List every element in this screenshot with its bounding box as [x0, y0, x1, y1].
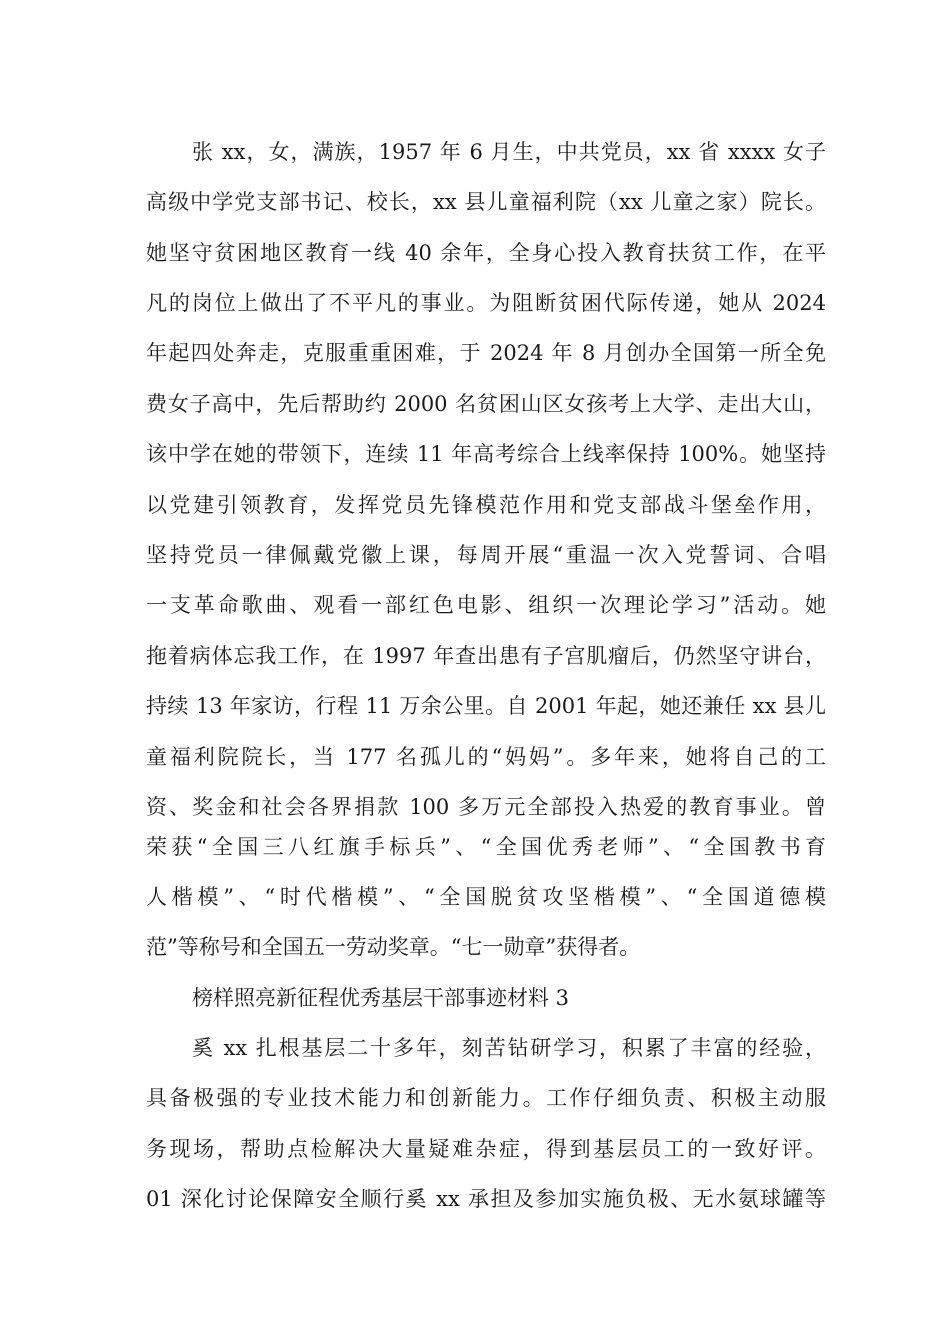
paragraph-1-line-11: 拖着病体忘我工作，在 1997 年查出患有子宫肌瘤后，仍然坚守讲台，	[146, 644, 826, 668]
paragraph-1-line-3: 她坚守贫困地区教育一线 40 余年，全身心投入教育扶贫工作，在平	[146, 241, 826, 265]
paragraph-1-line-1: 张 xx，女，满族，1957 年 6 月生，中共党员，xx 省 xxxx 女子	[192, 140, 826, 164]
paragraph-1-line-10: 一支革命歌曲、观看一部红色电影、组织一次理论学习”活动。她	[146, 593, 826, 617]
paragraph-2-line-2: 具备极强的专业技术能力和创新能力。工作仔细负责、积极主动服	[146, 1086, 826, 1110]
paragraph-2-line-3: 务现场，帮助点检解决大量疑难杂症，得到基层员工的一致好评。	[146, 1137, 826, 1161]
paragraph-1-line-16: 人楷模”、“时代楷模”、“全国脱贫攻坚楷模”、“全国道德模	[146, 885, 826, 909]
paragraph-1-line-5: 年起四处奔走，克服重重困难，于 2024 年 8 月创办全国第一所全免	[146, 341, 826, 365]
paragraph-2-line-1: 奚 xx 扎根基层二十多年，刻苦钻研学习，积累了丰富的经验，	[192, 1036, 826, 1060]
paragraph-1-line-9: 坚持党员一律佩戴党徽上课，每周开展“重温一次入党誓词、合唱	[146, 543, 826, 567]
paragraph-2-line-4: 01 深化讨论保障安全顺行奚 xx 承担及参加实施负极、无水氨球罐等	[146, 1187, 826, 1211]
paragraph-1-line-15: 荣获“全国三八红旗手标兵”、“全国优秀老师”、“全国教书育	[146, 835, 826, 859]
paragraph-1-line-4: 凡的岗位上做出了不平凡的事业。为阻断贫困代际传递，她从 2024	[146, 291, 826, 315]
section-heading: 榜样照亮新征程优秀基层干部事迹材料 3	[192, 986, 570, 1010]
paragraph-1-line-7: 该中学在她的带领下，连续 11 年高考综合上线率保持 100%。她坚持	[146, 442, 826, 466]
paragraph-1-line-8: 以党建引领教育，发挥党员先锋模范作用和党支部战斗堡垒作用，	[146, 493, 826, 517]
paragraph-1-line-14: 资、奖金和社会各界捐款 100 多万元全部投入热爱的教育事业。曾	[146, 795, 826, 819]
paragraph-1-line-2: 高级中学党支部书记、校长，xx 县儿童福利院（xx 儿童之家）院长。	[146, 190, 826, 214]
paragraph-1-line-17: 范”等称号和全国五一劳动奖章。“七一勋章”获得者。	[146, 935, 641, 959]
paragraph-1-line-12: 持续 13 年家访，行程 11 万余公里。自 2001 年起，她还兼任 xx 县儿	[146, 694, 826, 718]
paragraph-1-line-13: 童福利院院长，当 177 名孤儿的“妈妈”。多年来，她将自己的工	[146, 745, 826, 769]
paragraph-1-line-6: 费女子高中，先后帮助约 2000 名贫困山区女孩考上大学、走出大山，	[146, 392, 826, 416]
